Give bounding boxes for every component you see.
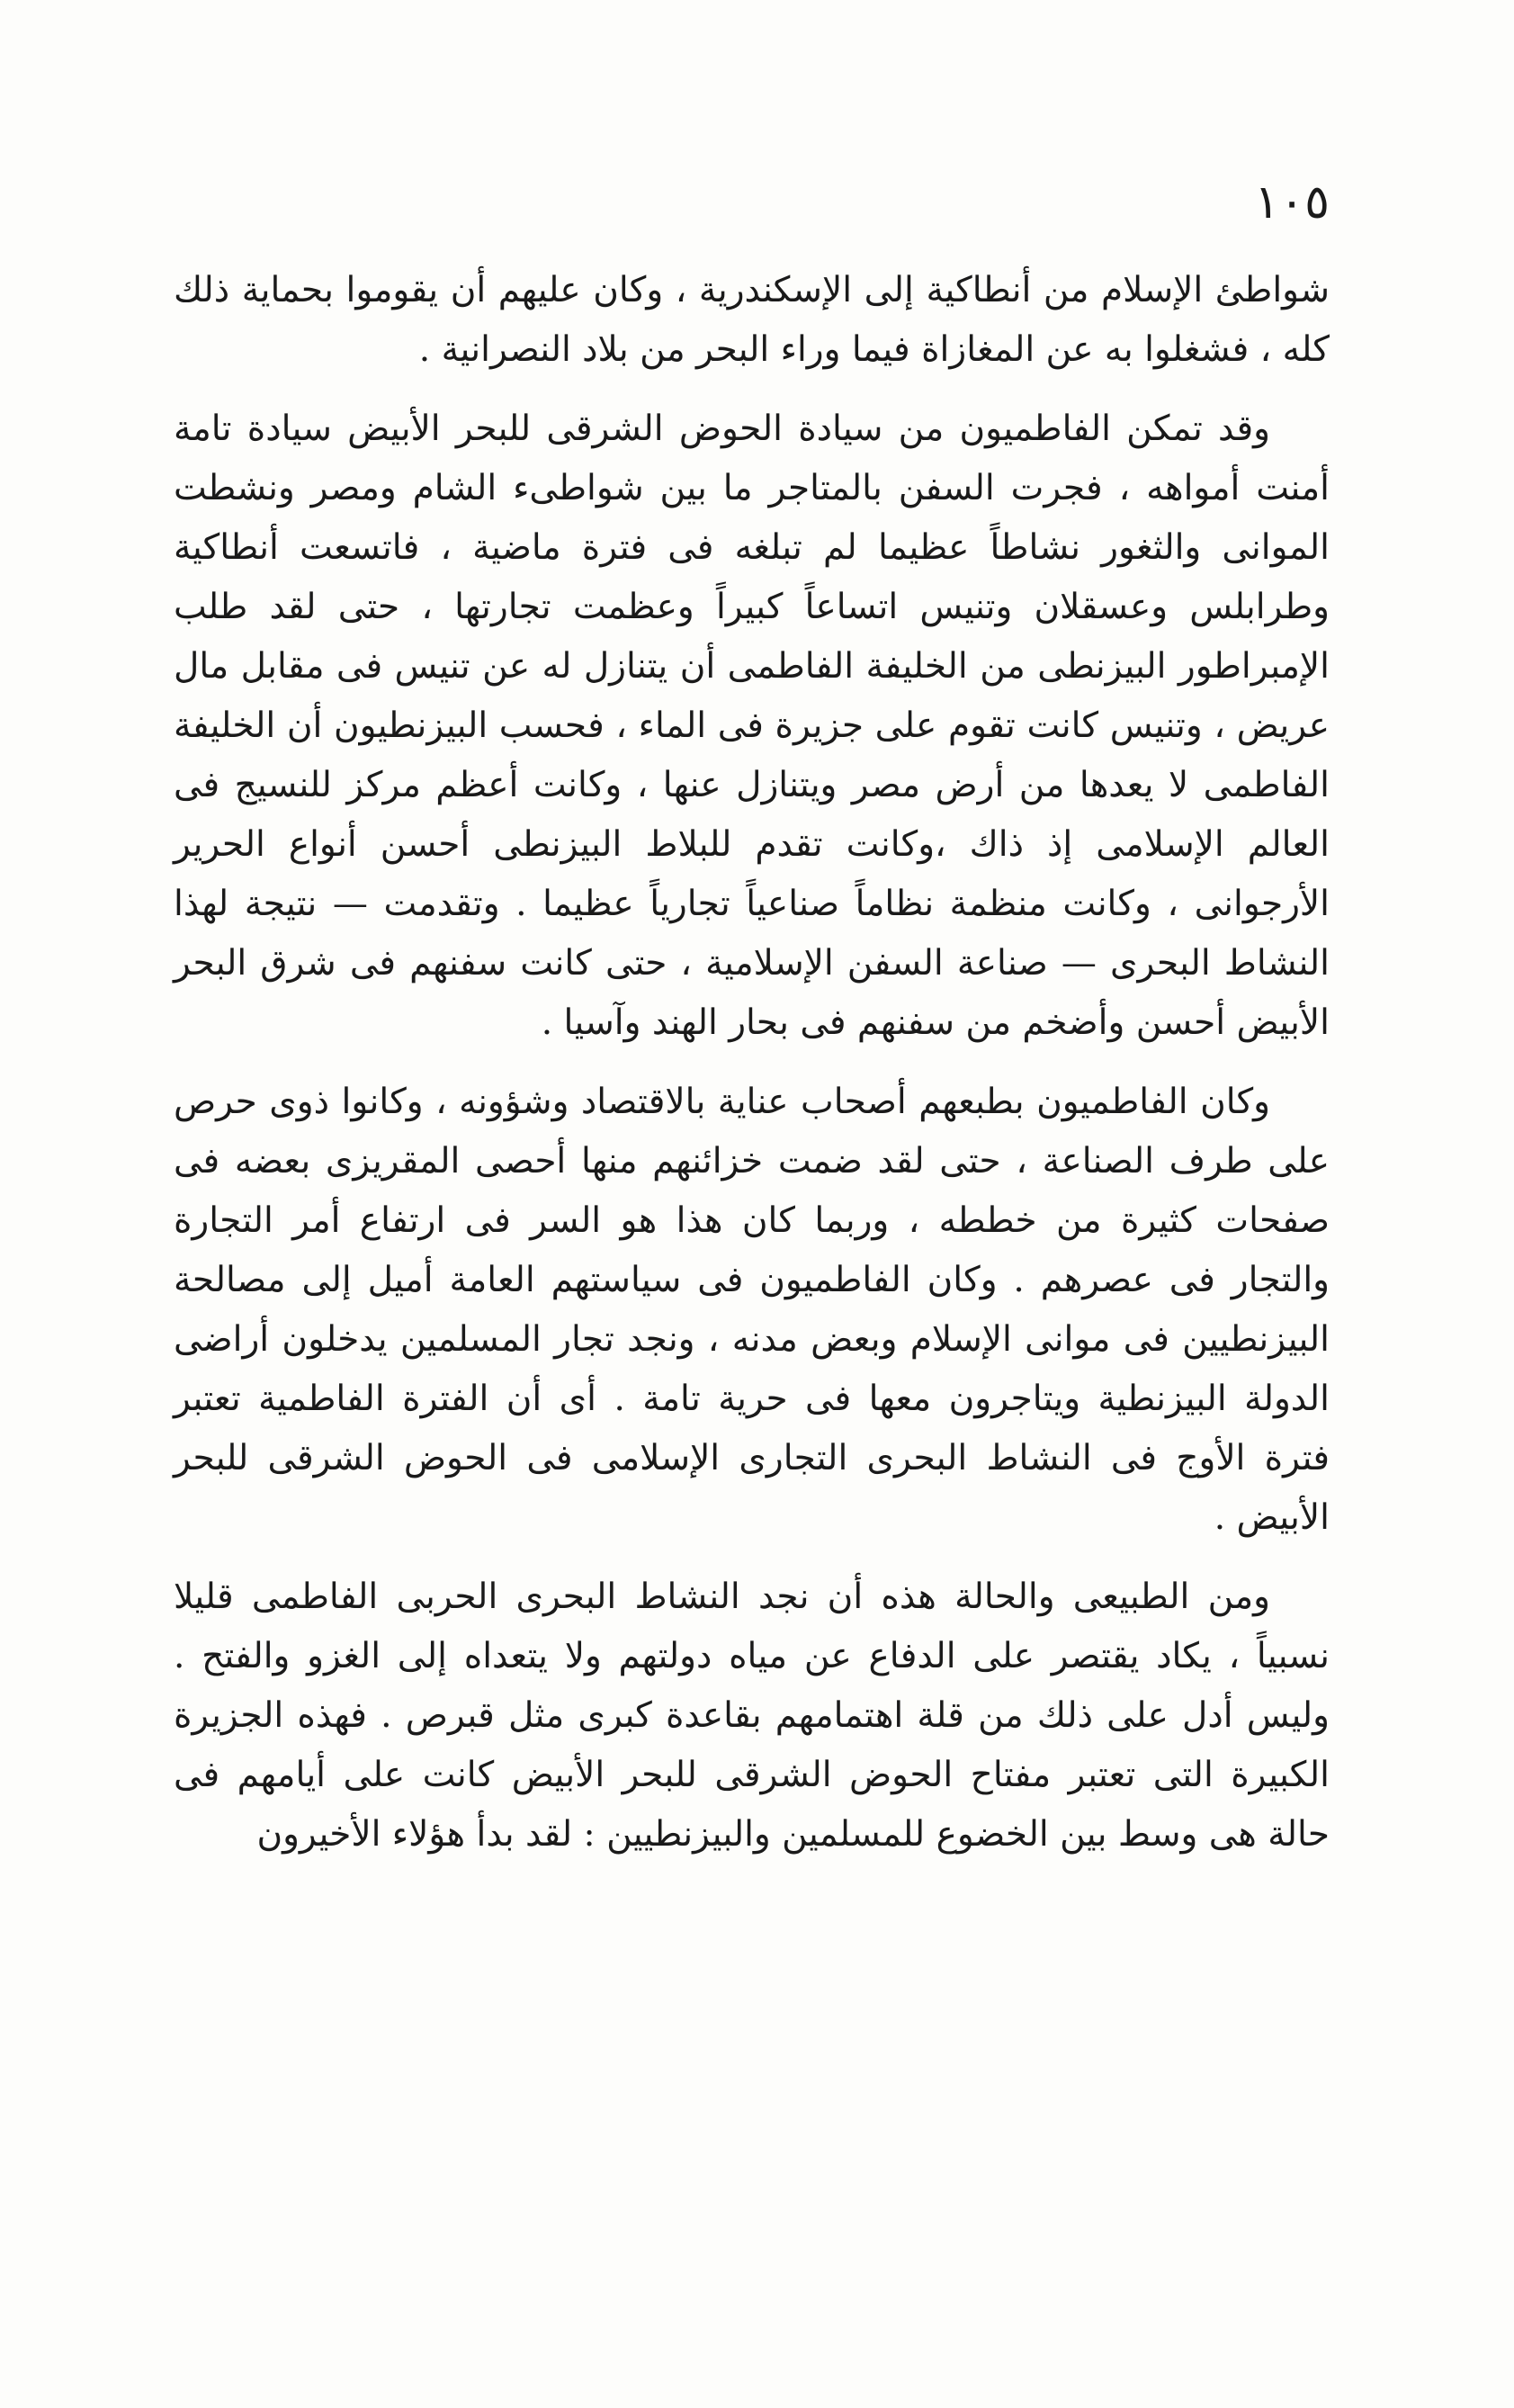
page-number: ١٠٥ bbox=[1254, 175, 1330, 229]
paragraph-continuation: شواطئ الإسلام من أنطاكية إلى الإسكندرية ، وكان عليهم أن يقوموا بحماية ذلك كله ، فشغلوا به عن المغازاة فيما وراء البحر من بلاد النصرانية . bbox=[174, 270, 1330, 370]
body-text bbox=[174, 261, 1330, 1884]
paragraph-naval-warfare: ومن الطبيعى والحالة هذه أن نجد النشاط البحرى الحربى الفاطمى قليلا نسبياً ، يكاد يقتصر على الدفاع عن مياه دولتهم ولا يتعداه إلى الغزو والفتح . وليس أدل على ذلك من قلة اهتمامهم بقاعدة كبرى مثل قبرص . فهذه الجزيرة الكبيرة التى تعتبر مفتاح الحوض الشرقى للبحر الأبيض كانت على أيامهم فى حالة هى وسط بين الخضوع للمسلمين والبيزنطيين : لقد بدأ هؤلاء الأخيرون bbox=[174, 1577, 1330, 1855]
paragraph-fatimid-economy: وكان الفاطميون بطبعهم أصحاب عناية بالاقتصاد وشؤونه ، وكانوا ذوى حرص على طرف الصناعة ، حتى لقد ضمت خزائنهم منها أحصى المقريزى بعضه فى صفحات كثيرة من خططه ، وربما كان هذا هو السر فى ارتفاع أمر التجارة والتجار فى عصرهم . وكان الفاطميون فى سياستهم العامة أميل إلى مصالحة البيزنطيين فى موانى الإسلام وبعض مدنه ، ونجد تجار المسلمين يدخلون أراضى الدولة البيزنطية ويتاجرون معها فى حرية تامة . أى أن الفترة الفاطمية تعتبر فترة الأوج فى النشاط البحرى التجارى الإسلامى فى الحوض الشرقى للبحر الأبيض . bbox=[174, 1082, 1330, 1538]
paragraph-fatimid-sea-dominance: وقد تمكن الفاطميون من سيادة الحوض الشرقى للبحر الأبيض سيادة تامة أمنت أمواهه ، فجرت السفن بالمتاجر ما بين شواطىء الشام ومصر ونشطت الموانى والثغور نشاطاً عظيما لم تبلغه فى فترة ماضية ، فاتسعت أنطاكية وطرابلس وعسقلان وتنيس اتساعاً كبيراً وعظمت تجارتها ، حتى لقد طلب الإمبراطور البيزنطى من الخليفة الفاطمى أن يتنازل له عن تنيس فى مقابل مال عريض ، وتنيس كانت تقوم على جزيرة فى الماء ، فحسب البيزنطيون أن الخليفة الفاطمى لا يعدها من أرض مصر ويتنازل عنها ، وكانت أعظم مركز للنسيج فى العالم الإسلامى إذ ذاك ،وكانت تقدم للبلاط البيزنطى أحسن أنواع الحرير الأرجوانى ، وكانت منظمة نظاماً صناعياً تجارياً عظيما . وتقدمت — نتيجة لهذا النشاط البحرى — صناعة السفن الإسلامية ، حتى كانت سفنهم فى شرق البحر الأبيض أحسن وأضخم من سفنهم فى بحار الهند وآسيا . bbox=[174, 409, 1330, 1043]
